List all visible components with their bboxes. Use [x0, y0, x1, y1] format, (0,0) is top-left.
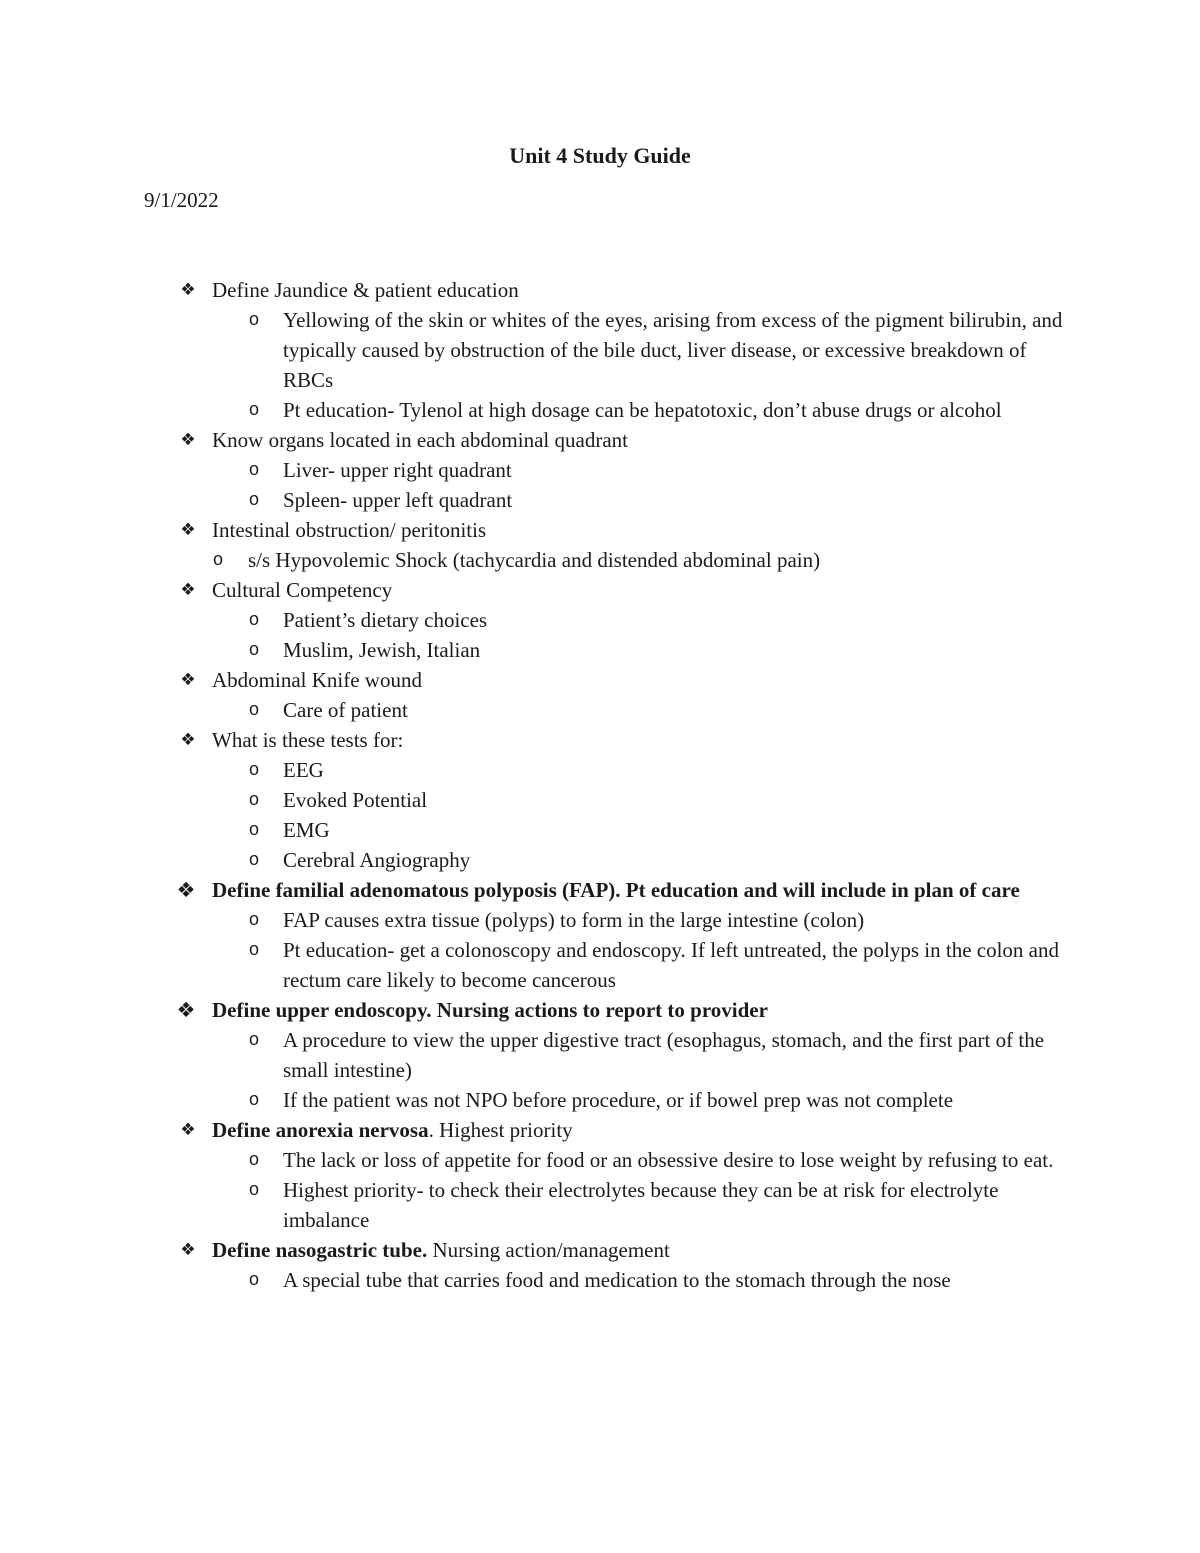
circle-bullet-icon: o — [249, 489, 260, 509]
sub-list-item — [249, 605, 1070, 635]
sub-list-item — [249, 905, 1070, 935]
sub-list-item — [249, 845, 1070, 875]
sub-list-item — [249, 1025, 1070, 1085]
sub-item-text: EEG — [283, 758, 324, 782]
heading-bold: Define anorexia nervosa — [212, 1118, 429, 1142]
sub-list-item — [249, 1265, 1070, 1295]
circle-bullet-icon: o — [249, 939, 260, 959]
heading-text: Intestinal obstruction/ peritonitis — [212, 518, 487, 542]
circle-bullet-icon: o — [249, 1089, 260, 1109]
sub-item-text: Spleen- upper left quadrant — [283, 488, 513, 512]
sub-list-item — [249, 395, 1070, 425]
heading-text: Abdominal Knife wound — [212, 668, 422, 692]
list-item — [180, 1115, 1070, 1145]
heading-text: What is these tests for: — [212, 728, 404, 752]
sub-list-item — [249, 1175, 1070, 1235]
circle-bullet-icon: o — [249, 399, 260, 419]
heading-bold: Define nasogastric tube. — [212, 1238, 428, 1262]
circle-bullet-icon: o — [249, 309, 260, 329]
sub-list-item — [249, 815, 1070, 845]
circle-bullet-icon: o — [249, 639, 260, 659]
study-guide-list — [0, 275, 1200, 1295]
list-item — [176, 875, 1070, 905]
list-item — [180, 575, 1070, 605]
page-title: Unit 4 Study Guide — [509, 143, 691, 168]
circle-bullet-icon: o — [249, 819, 260, 839]
list-item — [180, 1235, 1070, 1265]
sub-list-item — [249, 1085, 1070, 1115]
diamond-bullet-icon: ❖ — [180, 670, 196, 690]
sub-item-text: Pt education- get a colonoscopy and endoscopy. If left untreated, the polyps in the colon and rectum care likely to become cancerous — [283, 938, 1060, 992]
heading-text: Cultural Competency — [212, 578, 393, 602]
circle-bullet-icon: o — [249, 849, 260, 869]
sub-item-text: Care of patient — [283, 698, 408, 722]
sub-item-text: FAP causes extra tissue (polyps) to form in the large intestine (colon) — [283, 908, 865, 932]
diamond-bullet-icon: ❖ — [176, 878, 196, 902]
sub-item-text: Liver- upper right quadrant — [283, 458, 512, 482]
circle-bullet-icon: o — [249, 789, 260, 809]
sub-item-text: Highest priority- to check their electrolytes because they can be at risk for electrolyte imbalance — [283, 1178, 999, 1232]
circle-bullet-icon: o — [249, 1149, 260, 1169]
sub-item-text: A special tube that carries food and medication to the stomach through the nose — [283, 1268, 951, 1292]
list-item — [180, 425, 1070, 455]
circle-bullet-icon: o — [249, 699, 260, 719]
diamond-bullet-icon: ❖ — [180, 1240, 196, 1260]
list-item — [180, 725, 1070, 755]
sub-item-text: Evoked Potential — [283, 788, 428, 812]
diamond-bullet-icon: ❖ — [180, 520, 196, 540]
diamond-bullet-icon: ❖ — [180, 730, 196, 750]
circle-bullet-icon: o — [213, 549, 224, 569]
heading-text: Know organs located in each abdominal quadrant — [212, 428, 628, 452]
sub-list-item — [249, 935, 1070, 995]
heading-bold: Define familial adenomatous polyposis (FAP). Pt education and will include in plan of care — [212, 878, 1020, 902]
circle-bullet-icon: o — [249, 759, 260, 779]
circle-bullet-icon: o — [249, 609, 260, 629]
list-item — [176, 995, 1070, 1025]
heading-text: Define Jaundice & patient education — [212, 278, 519, 302]
diamond-bullet-icon: ❖ — [180, 430, 196, 450]
heading-text: . Highest priority — [428, 1118, 573, 1142]
sub-item-text: Cerebral Angiography — [283, 848, 471, 872]
sub-list-item — [249, 455, 1070, 485]
heading-text: Nursing action/management — [427, 1238, 670, 1262]
sub-item-text: Patient’s dietary choices — [283, 608, 488, 632]
sub-list-item — [249, 635, 1070, 665]
diamond-bullet-icon: ❖ — [180, 580, 196, 600]
sub-item-text: EMG — [283, 818, 330, 842]
circle-bullet-icon: o — [249, 459, 260, 479]
sub-item-text: A procedure to view the upper digestive tract (esophagus, stomach, and the first part of the small intestine) — [283, 1028, 1045, 1082]
diamond-bullet-icon: ❖ — [176, 998, 196, 1022]
sub-list-item — [249, 485, 1070, 515]
sub-list-item — [249, 785, 1070, 815]
sub-list-item — [249, 695, 1070, 725]
diamond-bullet-icon: ❖ — [180, 280, 196, 300]
diamond-bullet-icon: ❖ — [180, 1120, 196, 1140]
document-date: 9/1/2022 — [144, 188, 219, 212]
sub-item-text: Yellowing of the skin or whites of the eyes, arising from excess of the pigment bilirubin, and typically caused by obstruction of the bile duct, liver disease, or excessive breakdown of RBCs — [283, 308, 1063, 392]
sub-item-text: The lack or loss of appetite for food or an obsessive desire to lose weight by refusing to eat. — [283, 1148, 1054, 1172]
sub-list-item — [213, 545, 1070, 575]
list-item — [180, 275, 1070, 305]
sub-list-item — [249, 305, 1070, 395]
circle-bullet-icon: o — [249, 1029, 260, 1049]
circle-bullet-icon: o — [249, 909, 260, 929]
sub-list-item — [249, 755, 1070, 785]
sub-list-item — [249, 1145, 1070, 1175]
sub-item-text: If the patient was not NPO before procedure, or if bowel prep was not complete — [283, 1088, 954, 1112]
circle-bullet-icon: o — [249, 1269, 260, 1289]
circle-bullet-icon: o — [249, 1179, 260, 1199]
sub-item-text: Muslim, Jewish, Italian — [283, 638, 481, 662]
list-item — [180, 515, 1070, 545]
heading-bold: Define upper endoscopy. Nursing actions to report to provider — [212, 998, 768, 1022]
sub-item-text: s/s Hypovolemic Shock (tachycardia and distended abdominal pain) — [248, 548, 821, 572]
sub-item-text: Pt education- Tylenol at high dosage can be hepatotoxic, don’t abuse drugs or alcohol — [283, 398, 1002, 422]
list-item — [180, 665, 1070, 695]
